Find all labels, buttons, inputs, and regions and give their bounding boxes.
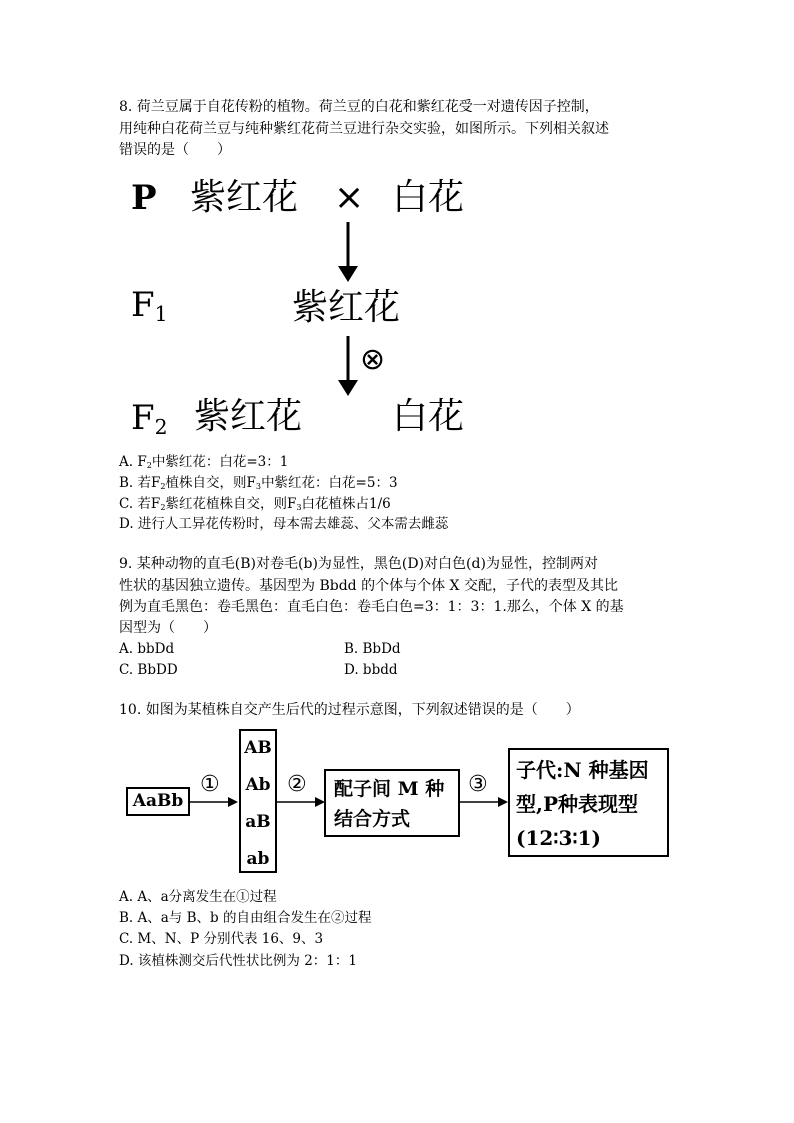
f2-generation-label — [131, 398, 168, 447]
selfing-symbol: ⊗ — [360, 342, 386, 377]
combo-line2: 结合方式 — [334, 808, 411, 830]
q9-option-d: D. bbdd — [344, 662, 398, 678]
gamete-ab-upper: AB — [244, 738, 272, 758]
arrow-right-icon — [460, 795, 510, 809]
cross-symbol: × — [334, 177, 365, 218]
gamete-ab-lower: ab — [246, 849, 270, 869]
q9-stem-line4: 因型为（ ） — [119, 620, 217, 636]
offspring-line2: 型,P种表现型 — [516, 792, 639, 816]
q9-option-c: C. BbDD — [119, 662, 178, 678]
f2-letter: F — [131, 398, 155, 438]
arrow-right-icon — [190, 795, 240, 809]
q10-option-c: C. M、N、P 分别代表 16、9、3 — [119, 931, 324, 947]
f2-offspring-white: 白花 — [392, 396, 465, 437]
parent-genotype-box: AaBb — [126, 787, 190, 816]
f2-offspring-purple: 紫红花 — [194, 396, 303, 437]
q8-a-pre: A. F — [119, 454, 147, 470]
q8-c-sub2: 3 — [296, 502, 302, 513]
q8-b-mid: 植株自交，则F — [165, 475, 256, 491]
gametes-box — [239, 729, 277, 873]
q8-option-d: D. 进行人工异花传粉时，母本需去雄蕊、父本需去雌蕊 — [119, 516, 449, 532]
q9-stem-line1: 9. 某种动物的直毛(B)对卷毛(b)为显性，黑色(D)对白色(d)为显性，控制两对 — [119, 556, 598, 572]
q8-a-sub: 2 — [146, 460, 152, 471]
gamete-combination-box — [324, 769, 460, 837]
combo-line1: 配子间 M 种 — [334, 778, 445, 800]
q8-stem-line1: 8. 荷兰豆属于自花传粉的植物。荷兰豆的白花和紫红花受一对遗传因子控制， — [119, 99, 599, 115]
q8-b-post: 中紫红花：白花=5：3 — [261, 475, 398, 491]
step1-marker: ① — [200, 772, 220, 797]
step3-marker: ③ — [468, 772, 488, 797]
q9-stem-line2: 性状的基因独立遗传。基因型为 Bbdd 的个体与个体 X 交配，子代的表型及其比 — [119, 578, 618, 594]
gamete-ab-lowerupper: aB — [245, 812, 271, 832]
q8-c-post: 白花植株占1/6 — [301, 496, 391, 512]
f1-subscript: 1 — [154, 302, 168, 327]
q10-option-a: A. A、a分离发生在①过程 — [119, 889, 277, 905]
arrow-down-icon — [333, 334, 363, 399]
offspring-box — [508, 748, 669, 857]
q8-stem-line2: 用纯种白花荷兰豆与纯种紫红花荷兰豆进行杂交实验，如图所示。下列相关叙述 — [119, 121, 609, 137]
f2-subscript: 2 — [154, 415, 168, 440]
f1-letter: F — [131, 285, 155, 325]
f1-offspring-purple: 紫红花 — [292, 287, 401, 328]
q9-option-b: B. BbDd — [344, 641, 401, 657]
q8-c-sub1: 2 — [160, 502, 166, 513]
step2-marker: ② — [287, 772, 307, 797]
q8-c-pre: C. 若F — [119, 496, 161, 512]
q8-b-sub1: 2 — [160, 481, 166, 492]
q8-b-sub2: 3 — [255, 481, 262, 492]
q10-stem: 10. 如图为某植株自交产生后代的过程示意图，下列叙述错误的是（ ） — [119, 702, 580, 718]
q10-option-b: B. A、a与 B、b 的自由组合发生在②过程 — [119, 910, 372, 926]
arrow-down-icon — [333, 220, 363, 285]
f1-generation-label — [131, 285, 168, 334]
offspring-line1: 子代:N 种基因 — [516, 758, 649, 782]
q9-option-a: A. bbDd — [119, 641, 175, 657]
p-parent-white: 白花 — [392, 177, 465, 218]
q10-option-d: D. 该植株测交后代性状比例为 2：1：1 — [119, 953, 357, 969]
q8-stem-line3: 错误的是（ ） — [119, 142, 231, 158]
p-parent-purple: 紫红花 — [190, 177, 299, 218]
q9-stem-line3: 例为直毛黑色：卷毛黑色：直毛白色：卷毛白色=3：1：3：1.那么，个体 X 的基 — [119, 599, 624, 615]
q8-option-a — [119, 452, 288, 475]
q8-option-b — [119, 473, 398, 496]
offspring-line3: (12∶3∶1) — [516, 826, 601, 850]
gamete-ab-mixed: Ab — [245, 775, 271, 795]
arrow-right-icon — [277, 795, 327, 809]
q8-c-mid: 紫红花植株自交，则F — [165, 496, 297, 512]
q8-b-pre: B. 若F — [119, 475, 161, 491]
q8-a-post: 中紫红花：白花=3：1 — [151, 454, 289, 470]
p-generation-label: P — [131, 178, 157, 218]
